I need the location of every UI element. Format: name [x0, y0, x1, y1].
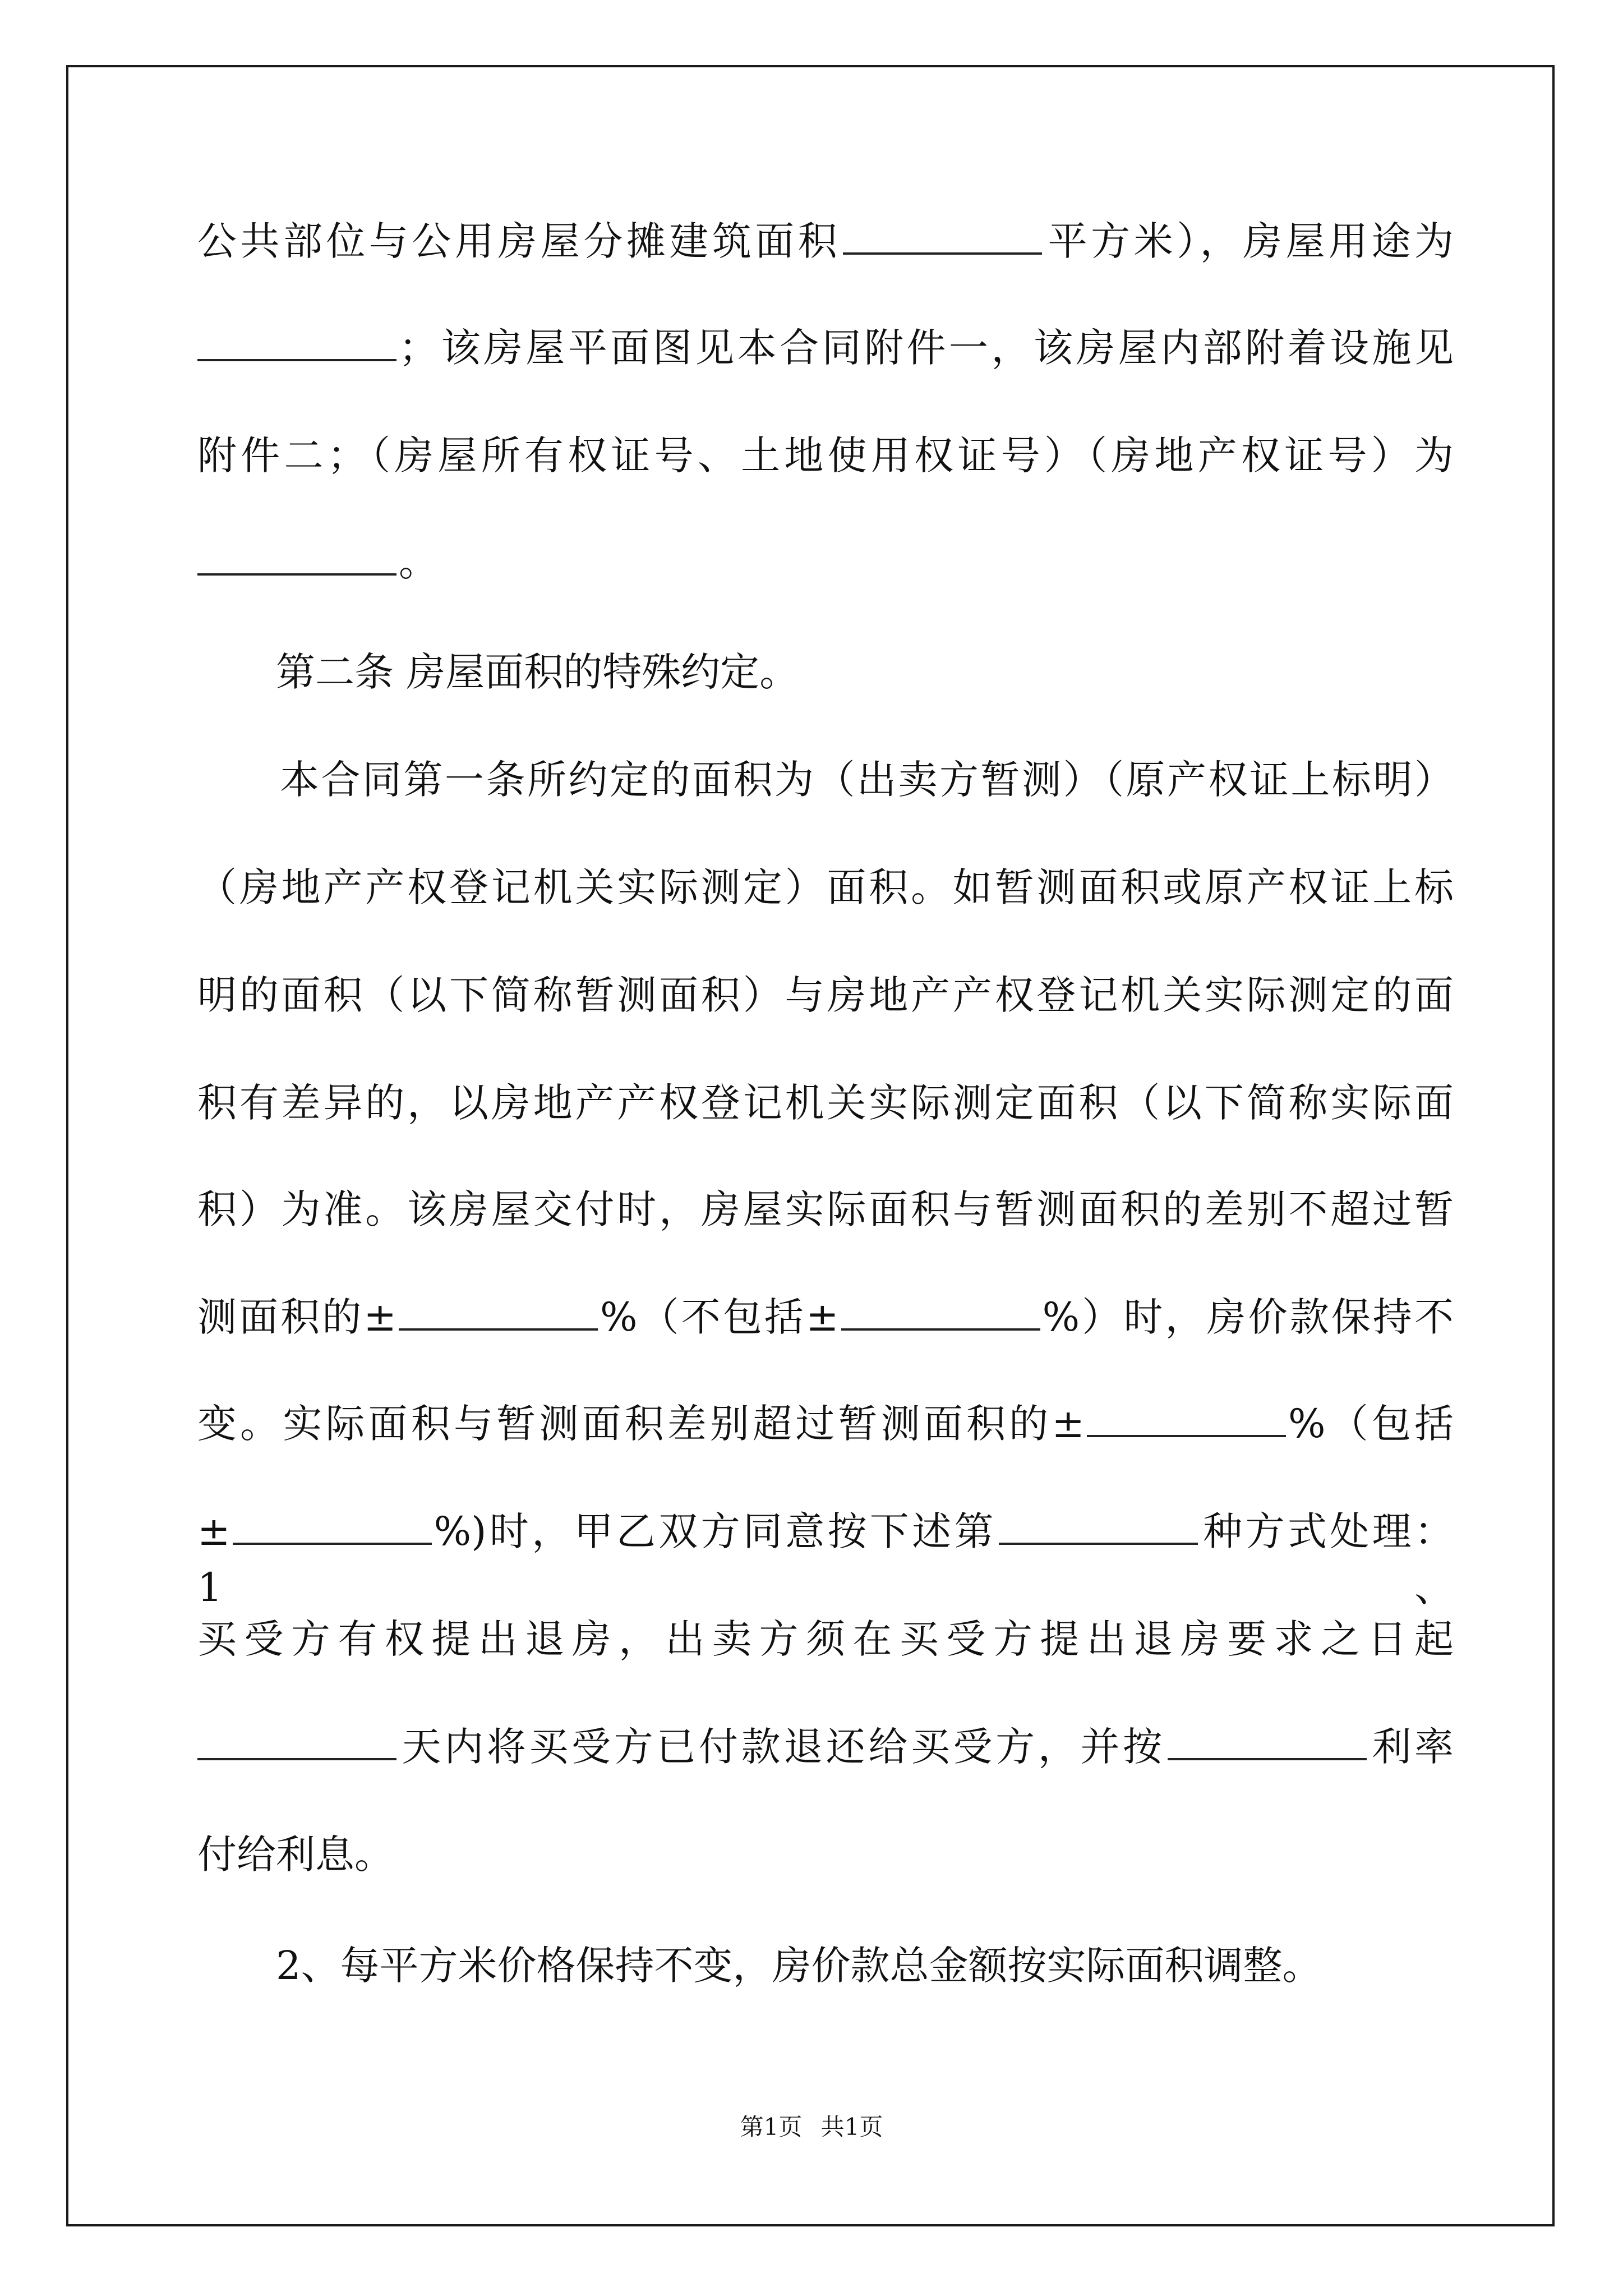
fill-blank — [843, 215, 1042, 255]
text-line: 变。实际面积与暂测面积差别超过暂测面积的± %（包括 — [197, 1396, 1454, 1452]
text-line: 2、每平方米价格保持不变，房价款总金额按实际面积调整。 — [197, 1943, 1322, 1989]
text-line: ；该房屋平面图见本合同附件一，该房屋内部附着设施见 — [197, 320, 1454, 376]
text-line: 。 — [197, 534, 1454, 590]
fill-blank — [233, 1506, 432, 1545]
page-number: 第1页 — [740, 2113, 803, 2141]
text-line: 付给利息。 — [197, 1832, 394, 1878]
text-line: 公共部位与公用房屋分摊建筑面积 平方米），房屋用途为 — [197, 213, 1454, 269]
page-footer — [0, 2110, 1623, 2144]
section-heading: 第二条 房屋面积的特殊约定。 — [197, 649, 799, 695]
fill-blank — [841, 1291, 1040, 1331]
text-line: 天内将买受方已付款退还给买受方，并按 利率 — [197, 1719, 1454, 1775]
text-line: ± %)时，甲乙双方同意按下述第 种方式处理：1、 — [197, 1503, 1454, 1559]
fill-blank — [197, 322, 396, 361]
text-line: 附件二；（房屋所有权证号、土地使用权证号）（房地产权证号）为 — [197, 432, 1454, 478]
fill-blank — [197, 1721, 396, 1760]
text-line: 本合同第一条所约定的面积为（出卖方暂测）（原产权证上标明） — [197, 757, 1454, 803]
text-line: 买受方有权提出退房，出卖方须在买受方提出退房要求之日起 — [197, 1616, 1454, 1662]
text-line: 积）为准。该房屋交付时，房屋实际面积与暂测面积的差别不超过暂 — [197, 1186, 1454, 1232]
fill-blank — [1087, 1398, 1286, 1437]
fill-blank — [197, 536, 396, 576]
fill-blank — [1168, 1721, 1367, 1760]
page-total: 共1页 — [820, 2113, 883, 2141]
fill-blank — [399, 1291, 598, 1331]
page-border — [66, 65, 1555, 2226]
text-line: 测面积的± %（不包括± %）时，房价款保持不 — [197, 1289, 1454, 1345]
fill-blank — [999, 1506, 1198, 1545]
text-line: 明的面积（以下简称暂测面积）与房地产产权登记机关实际测定的面 — [197, 972, 1454, 1018]
text-line: （房地产产权登记机关实际测定）面积。如暂测面积或原产权证上标 — [197, 864, 1454, 910]
text-line: 积有差异的，以房地产产权登记机关实际测定面积（以下简称实际面 — [197, 1080, 1454, 1126]
